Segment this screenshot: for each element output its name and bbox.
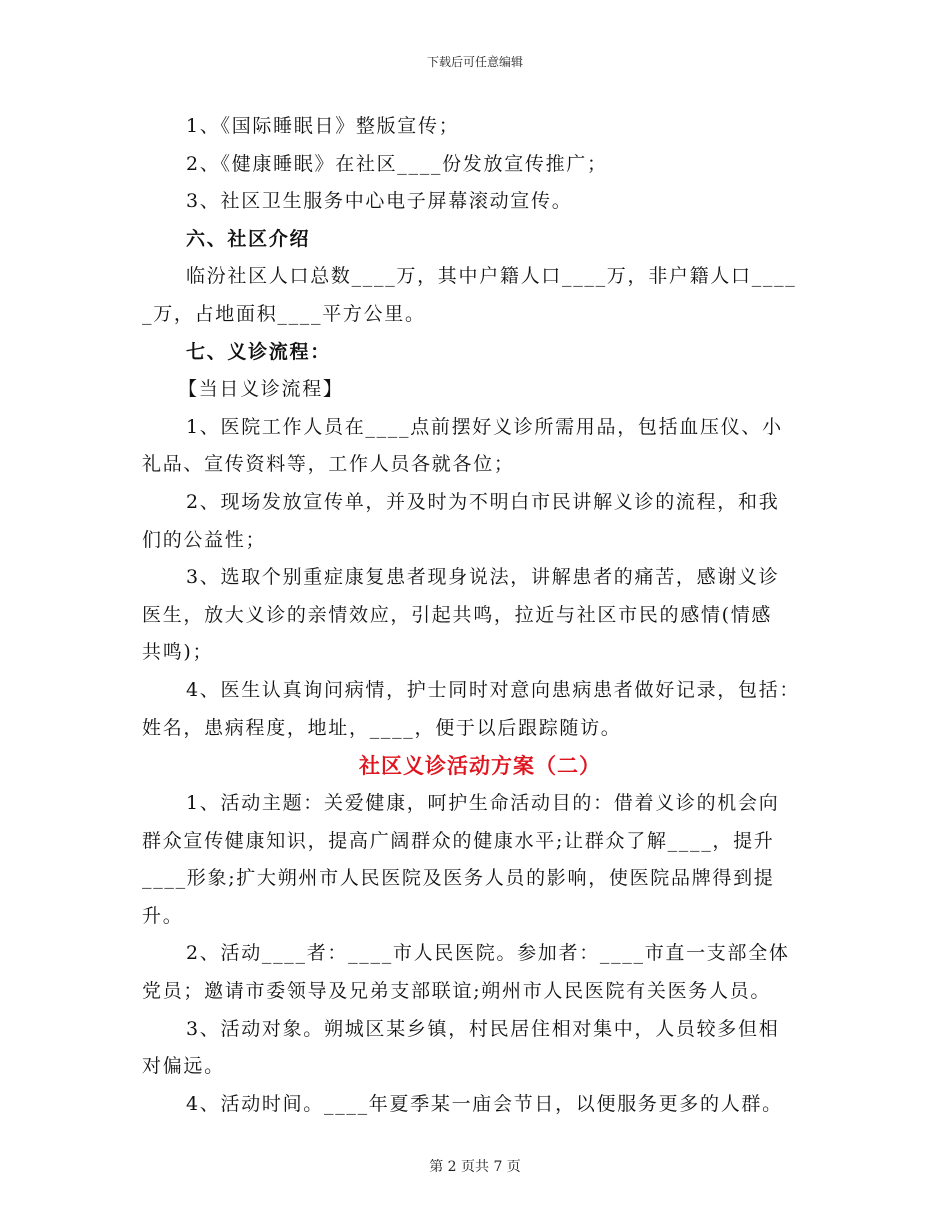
text-line: 医生，放大义诊的亲情效应，引起共鸣，拉近与社区市民的感情(情感 <box>142 603 773 626</box>
text-line: 1、医院工作人员在____点前摆好义诊所需用品，包括血压仪、小 <box>186 415 783 438</box>
text-line: 姓名，患病程度，地址，____，便于以后跟踪随访。 <box>142 716 622 739</box>
text-line: 对偏远。 <box>142 1055 225 1078</box>
text-line: 2、《健康睡眠》在社区____份发放宣传推广； <box>186 152 608 175</box>
text-line: 1、活动主题：关爱健康，呵护生命活动目的：借着义诊的机会向 <box>186 792 780 815</box>
text-line: 升。 <box>142 904 184 927</box>
text-line: 3、活动对象。朔城区某乡镇，村民居住相对集中，人员较多但相 <box>186 1017 780 1040</box>
text-line: 4、活动时间。____年夏季某一庙会节日，以便服务更多的人群。 <box>186 1092 783 1115</box>
text-line: 3、社区卫生服务中心电子屏幕滚动宣传。 <box>186 190 573 213</box>
section-heading: 六、社区介绍 <box>186 227 311 250</box>
text-line: 共鸣)； <box>142 641 214 664</box>
document-body <box>142 108 810 1123</box>
text-line: 党员；邀请市委领导及兄弟支部联谊;朔州市人民医院有关医务人员。 <box>142 980 772 1003</box>
section-heading: 七、义诊流程： <box>186 340 331 363</box>
section-title: 社区义诊活动方案（二） <box>359 753 601 779</box>
page-footer: 第 2 页共 7 页 <box>429 1159 521 1175</box>
text-line: 4、医生认真询问病情，护士同时对意向患病患者做好记录，包括： <box>186 678 801 701</box>
text-line: _万，占地面积____平方公里。 <box>142 302 426 325</box>
text-line: 1、《国际睡眠日》整版宣传； <box>186 115 460 137</box>
text-line: 【当日义诊流程】 <box>178 378 344 401</box>
text-line: 群众宣传健康知识，提高广阔群众的健康水平;让群众了解____，提升 <box>142 829 775 852</box>
text-line: 3、选取个别重症康复患者现身说法，讲解患者的痛苦，感谢义诊 <box>186 566 780 589</box>
text-line: ____形象;扩大朔州市人民医院及医务人员的影响，使医院品牌得到提 <box>142 867 775 890</box>
text-line: 礼品、宣传资料等，工作人员各就各位； <box>142 453 515 476</box>
text-line: 临汾社区人口总数____万，其中户籍人口____万，非户籍人口____ <box>186 265 797 288</box>
page-header: 下载后可任意编辑 <box>426 55 523 69</box>
text-line: 们的公益性； <box>142 528 267 551</box>
text-line: 2、活动____者：____市人民医院。参加者：____市直一支部全体 <box>186 942 790 965</box>
text-line: 2、现场发放宣传单，并及时为不明白市民讲解义诊的流程，和我 <box>186 490 780 513</box>
